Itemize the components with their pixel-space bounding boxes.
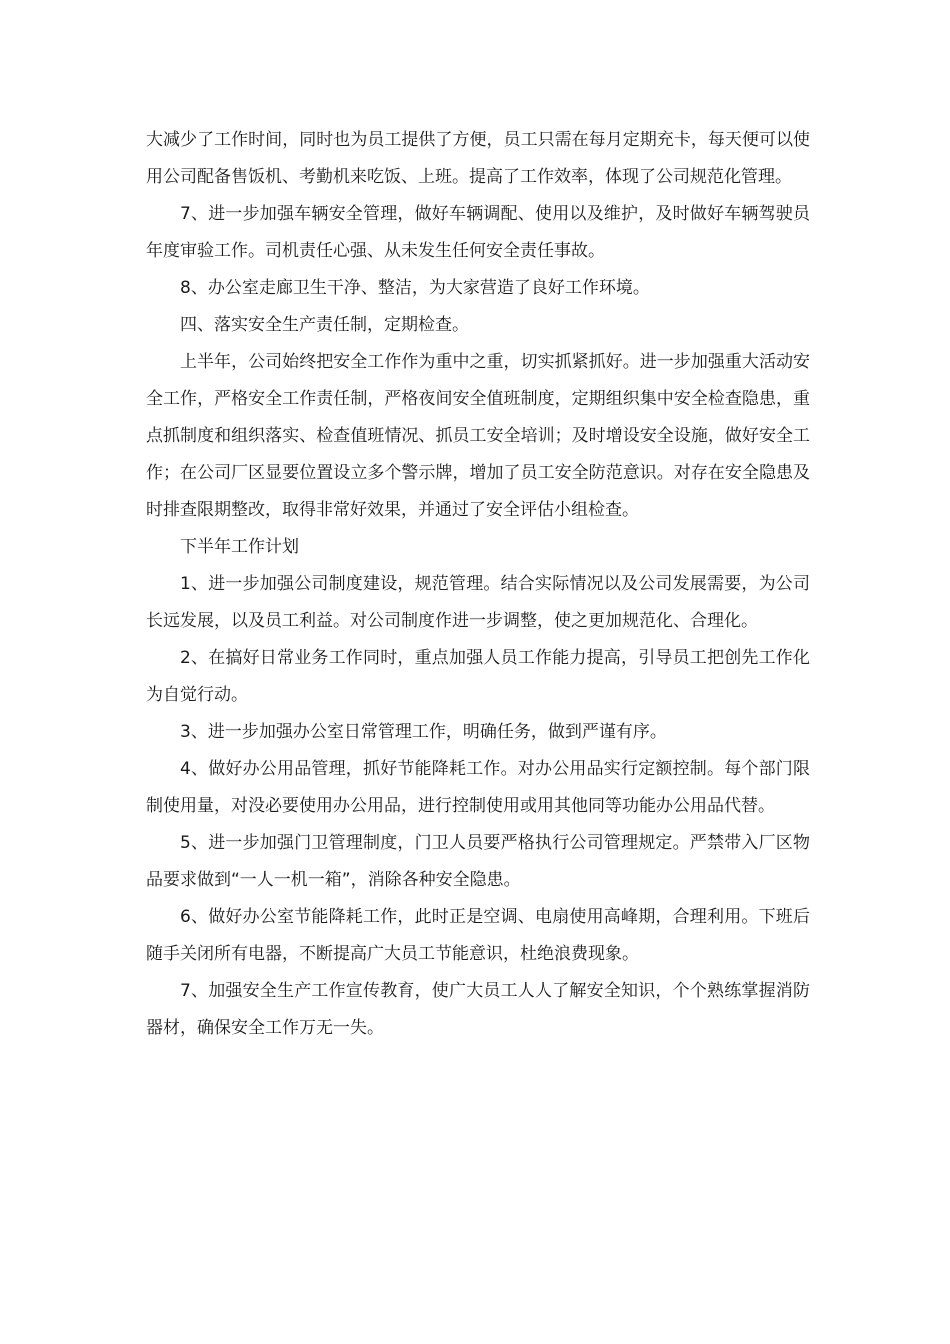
paragraph-safety-summary: 上半年，公司始终把安全工作作为重中之重，切实抓紧抓好。进一步加强重大活动安全工作，严格安全工作责任制，严格夜间安全值班制度，定期组织集中安全检查隐患，重点抓制度和组织落实、检查值班情况、抓员工安全培训；及时增设安全设施，做好安全工作；在公司厂区显要位置设立多个警示牌，增加了员工安全防范意识。对存在安全隐患及时排查限期整改，取得非常好效果，并通过了安全评估小组检查。 <box>146 352 810 520</box>
plan-item-4: 4、做好办公用品管理，抓好节能降耗工作。对办公用品实行定额控制。每个部门限制使用量，对没必要使用办公用品，进行控制使用或用其他同等功能办公用品代替。 <box>146 759 810 816</box>
document-body <box>146 122 810 1047</box>
section-heading-safety: 四、落实安全生产责任制，定期检查。 <box>180 315 469 335</box>
plan-item-5: 5、进一步加强门卫管理制度，门卫人员要严格执行公司管理规定。严禁带入厂区物品要求做到“一人一机一箱”，消除各种安全隐患。 <box>146 833 810 890</box>
paragraph-item-8-office: 8、办公室走廊卫生干净、整洁，为大家营造了良好工作环境。 <box>180 278 650 298</box>
plan-item-1: 1、进一步加强公司制度建设，规范管理。结合实际情况以及公司发展需要，为公司长远发展，以及员工利益。对公司制度作进一步调整，使之更加规范化、合理化。 <box>146 574 810 631</box>
section-heading-plan: 下半年工作计划 <box>180 537 299 557</box>
plan-item-6: 6、做好办公室节能降耗工作，此时正是空调、电扇使用高峰期，合理利用。下班后随手关闭所有电器，不断提高广大员工节能意识，杜绝浪费现象。 <box>146 907 810 964</box>
plan-item-2: 2、在搞好日常业务工作同时，重点加强人员工作能力提高，引导员工把创先工作化为自觉行动。 <box>146 648 810 705</box>
paragraph-continuation: 大减少了工作时间，同时也为员工提供了方便，员工只需在每月定期充卡，每天便可以使用公司配备售饭机、考勤机来吃饭、上班。提高了工作效率，体现了公司规范化管理。 <box>146 130 810 187</box>
paragraph-item-7-vehicle: 7、进一步加强车辆安全管理，做好车辆调配、使用以及维护，及时做好车辆驾驶员年度审验工作。司机责任心强、从未发生任何安全责任事故。 <box>146 204 810 261</box>
plan-item-7: 7、加强安全生产工作宣传教育，使广大员工人人了解安全知识，个个熟练掌握消防器材，确保安全工作万无一失。 <box>146 981 810 1038</box>
plan-item-3: 3、进一步加强办公室日常管理工作，明确任务，做到严谨有序。 <box>180 722 667 742</box>
